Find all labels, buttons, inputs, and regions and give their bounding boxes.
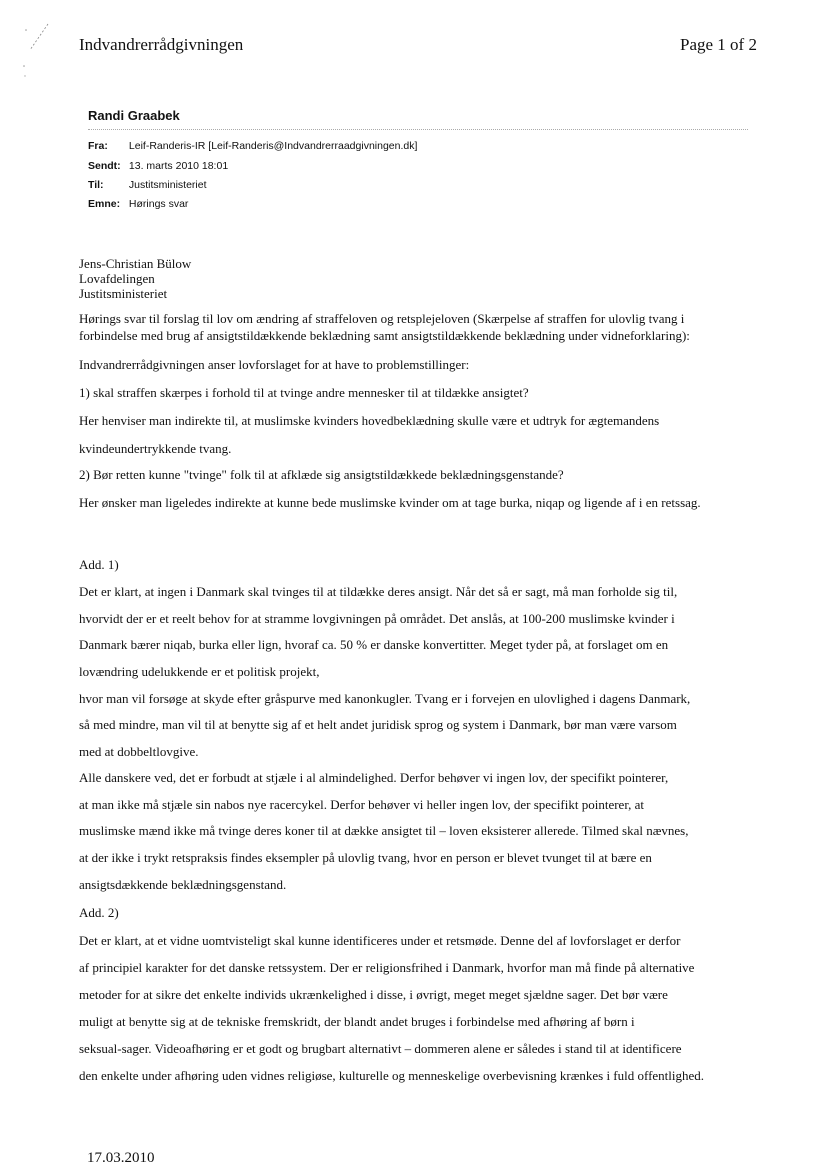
email-subject-value: Hørings svar (128, 198, 189, 210)
recipient-department: Lovafdelingen (79, 271, 155, 286)
email-from-value: Leif-Randeris-IR [Leif-Randeris@Indvandrerraadgivningen.dk] (128, 140, 418, 152)
email-from-row (88, 140, 417, 152)
recipient-ministry: Justitsministeriet (79, 286, 168, 301)
email-to-value: Justitsministeriet (128, 179, 207, 191)
received-date-stamp: 17.03.2010 (87, 1150, 155, 1166)
body-line: Her henviser man indirekte til, at muslimske kvinders hovedbeklædning skulle være et udtryk for ægtemandens (79, 413, 660, 428)
body-line: så med mindre, man vil til at benytte sig af et helt andet juridisk sprog og system i Danmark, bør man være varsom (79, 717, 677, 732)
body-line: Hørings svar til forslag til lov om ændring af straffeloven og retsplejeloven (Skærpelse af straffen for ulovlig tvang i (79, 311, 685, 326)
email-subject-label: Emne: (88, 198, 121, 210)
body-line: forbindelse med brug af ansigtstildækkende beklædning samt ansigtstildækkende beklædning under vidneforklaring): (79, 328, 690, 343)
body-line: hvorvidt der er et reelt behov for at stramme lovgivningen på området. Det anslås, at 100-200 muslimske kvinder i (79, 611, 675, 626)
body-line: med at dobbeltlovgive. (79, 744, 199, 759)
email-to-row (88, 179, 207, 191)
email-subject-row (88, 198, 188, 210)
scan-mark-icon (22, 20, 50, 80)
section-heading: Add. 1) (79, 557, 119, 572)
body-line: den enkelte under afhøring uden vidnes religiøse, kulturelle og menneskelige overbevisning krænkes i fuld offentlighed. (79, 1068, 705, 1083)
body-line: Det er klart, at ingen i Danmark skal tvinges til at tildække deres ansigt. Når det så er sagt, må man forholde sig til, (79, 584, 678, 599)
recipient-name: Jens-Christian Bülow (79, 256, 192, 271)
body-line: ansigtsdækkende beklædningsgenstand. (79, 877, 287, 892)
body-line: Alle danskere ved, det er forbudt at stjæle i al almindelighed. Derfor behøver vi ingen lov, der specifikt pointerer, (79, 770, 669, 785)
body-line: muslimske mænd ikke må tvinge deres koner til at dække ansigtet til – loven eksisterer allerede. Tilmed skal nævnes, (79, 823, 689, 838)
body-line: at der ikke i trykt retspraksis findes eksempler på ulovlig tvang, hvor en person er blevet tvunget til at bære en (79, 850, 652, 865)
body-line: muligt at benytte sig at de tekniske fremskridt, der blandt andet bruges i forbindelse med afhøring af børn i (79, 1014, 635, 1029)
body-line: Det er klart, at et vidne uomtvisteligt skal kunne identificeres under et retsmøde. Denne del af lovforslaget er derfor (79, 933, 681, 948)
header-divider (88, 129, 748, 130)
body-line: Indvandrerrådgivningen anser lovforslaget for at have to problemstillinger: (79, 357, 470, 372)
body-line: lovændring udelukkende er et politisk projekt, (79, 664, 320, 679)
sender-name: Randi Graabek (88, 108, 180, 123)
body-line: hvor man vil forsøge at skyde efter gråspurve med kanonkugler. Tvang er i forvejen en ulovlighed i dagens Danmark, (79, 691, 691, 706)
body-line: 1) skal straffen skærpes i forhold til at tvinge andre mennesker til at tildække ansigtet? (79, 385, 529, 400)
email-sent-label: Sendt: (88, 160, 121, 172)
body-line: seksual-sager. Videoafhøring er et godt og brugbart alternativt – dommeren alene er således i stand til at identificere (79, 1041, 682, 1056)
section-heading: Add. 2) (79, 905, 119, 920)
body-line: metoder for at sikre det enkelte individs ukrænkelighed i disse, i øvrigt, meget meget sjældne sager. Det bør være (79, 987, 668, 1002)
page-number: Page 1 of 2 (680, 35, 757, 54)
body-line: 2) Bør retten kunne "tvinge" folk til at afklæde sig ansigtstildækkede beklædningsgenstande? (79, 467, 564, 482)
body-line: Her ønsker man ligeledes indirekte at kunne bede muslimske kvinder om at tage burka, niqap og ligende af i en retssag. (79, 495, 701, 510)
page-header-title: Indvandrerrådgivningen (79, 35, 244, 54)
body-line: at man ikke må stjæle sin nabos nye racercykel. Derfor behøver vi heller ingen lov, der specifikt pointerer, at (79, 797, 645, 812)
body-line: Danmark bærer niqab, burka eller lign, hvoraf ca. 50 % er danske konvertitter. Meget tyder på, at forslaget om en (79, 637, 669, 652)
email-from-label: Fra: (88, 140, 108, 152)
email-sent-row (88, 160, 228, 172)
body-line: af principiel karakter for det danske retssystem. Der er religionsfrihed i Danmark, hvorfor man må finde på alternative (79, 960, 695, 975)
body-line: kvindeundertrykkende tvang. (79, 441, 232, 456)
email-to-label: Til: (88, 179, 104, 191)
email-sent-value: 13. marts 2010 18:01 (128, 160, 229, 172)
